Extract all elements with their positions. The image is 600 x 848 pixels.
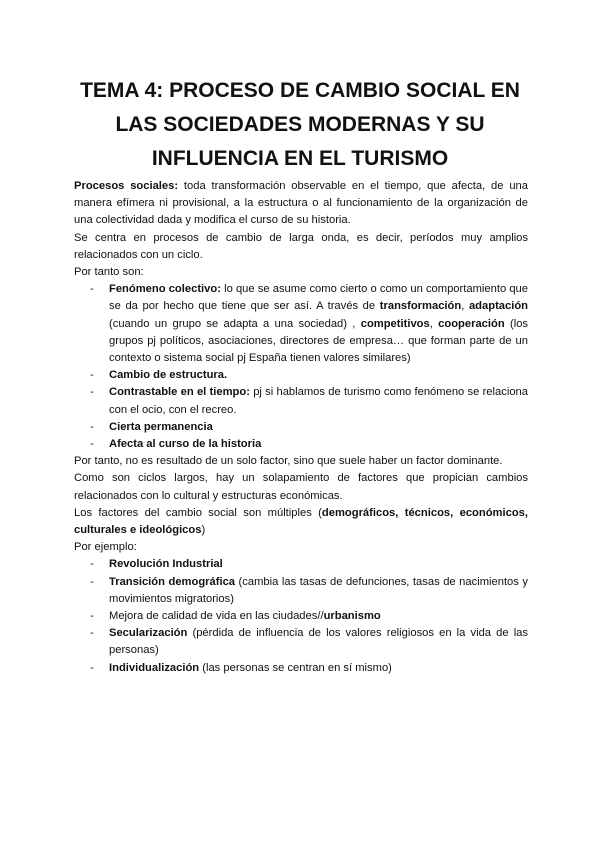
item-text: ,: [461, 300, 469, 313]
title-line: LAS SOCIEDADES MODERNAS Y SU: [115, 113, 485, 136]
paragraph-factor: Por tanto, no es resultado de un solo factor, sino que suele haber un factor dominante.: [74, 455, 503, 468]
item-text: (los grupos pj políticos, asociaciones, directores de empresa… que forman parte de un contexto o sistema social pj España tienen valores similares): [109, 317, 529, 365]
list-dash: -: [90, 627, 94, 640]
list-item: [74, 384, 528, 418]
term-bold: Procesos sociales:: [74, 180, 179, 192]
term-bold: Afecta al curso de la historia: [109, 438, 262, 451]
intro-paragraph: [74, 178, 528, 230]
term-bold: Secularización: [109, 627, 188, 640]
item-text: pj si hablamos de turismo como fenómeno se relaciona con el ocio, con el recreo.: [109, 386, 528, 416]
list-item: [74, 436, 528, 453]
list-dash: -: [90, 575, 94, 588]
term-bold: Contrastable en el tiempo:: [109, 386, 250, 399]
paragraph-therefore: Por tanto son:: [74, 266, 144, 279]
term-bold: cooperación: [438, 317, 505, 330]
list-item: [74, 419, 528, 436]
term-bold: demográficos, técnicos, económicos, culturales e ideológicos: [74, 506, 528, 537]
paragraph-text: ): [201, 524, 206, 537]
list-item: [74, 556, 528, 573]
list-dash: -: [90, 558, 94, 571]
paragraph-text: toda transformación observable en el tiempo, que afecta, de una manera efímera ni provisional, a la estructura o al funcionamiento de la organización de una colectividad dada y modifica el curso de su historia.: [74, 180, 528, 227]
list-item: [74, 660, 528, 677]
item-text: lo que se asume como cierto o como un comportamiento que se da por hecho que tiene que ser así. A través de: [109, 283, 528, 313]
term-bold: Transición demográfica: [109, 575, 236, 588]
term-bold: adaptación: [468, 300, 529, 313]
list-item: [74, 574, 528, 608]
examples-list: [74, 556, 528, 676]
paragraph-cycles: Como son ciclos largos, hay un solapamiento de factores que propician cambios relacionados con lo cultural y estructuras económicas.: [74, 472, 528, 502]
item-text: (pérdida de influencia de los valores religiosos en la vida de las personas): [109, 627, 528, 657]
list-item: [74, 281, 528, 367]
list-dash: -: [90, 369, 94, 382]
term-bold: Cierta permanencia: [109, 420, 213, 433]
title-line: INFLUENCIA EN EL TURISMO: [151, 147, 449, 170]
list-dash: -: [90, 386, 94, 399]
list-item: [74, 608, 528, 625]
page-title: [60, 74, 540, 176]
list-dash: -: [90, 283, 94, 296]
list-item: [74, 367, 528, 384]
term-bold: urbanismo: [323, 610, 381, 623]
characteristics-list: [74, 281, 528, 453]
paragraph-example: Por ejemplo:: [74, 541, 137, 554]
term-bold: Individualización: [109, 661, 200, 674]
item-text: Mejora de calidad de vida en las ciudades//: [109, 610, 324, 623]
term-bold: Cambio de estructura.: [109, 369, 228, 382]
paragraph-factors: [74, 505, 528, 539]
item-text: (cuando un grupo se adapta a una sociedad) ,: [109, 317, 361, 330]
term-bold: Fenómeno colectivo:: [109, 283, 221, 296]
paragraph-text: Los factores del cambio social son múltiples (: [74, 506, 322, 519]
term-bold: transformación: [379, 300, 462, 313]
term-bold: competitivos: [360, 317, 430, 330]
item-text: (las personas se centran en sí mismo): [199, 661, 392, 674]
title-line: TEMA 4: PROCESO DE CAMBIO SOCIAL EN: [80, 79, 520, 102]
paragraph-long-wave: Se centra en procesos de cambio de larga onda, es decir, períodos muy amplios relacionados con un ciclo.: [74, 231, 528, 261]
list-item: [74, 625, 528, 659]
term-bold: Revolución Industrial: [109, 558, 223, 571]
list-dash: -: [90, 610, 94, 623]
list-dash: -: [90, 661, 94, 674]
item-text: ,: [429, 317, 439, 330]
list-dash: -: [90, 438, 94, 451]
item-text: (cambia las tasas de defunciones, tasas de nacimientos y movimientos migratorios): [109, 575, 528, 605]
document-body: [74, 178, 528, 677]
list-dash: -: [90, 420, 94, 433]
